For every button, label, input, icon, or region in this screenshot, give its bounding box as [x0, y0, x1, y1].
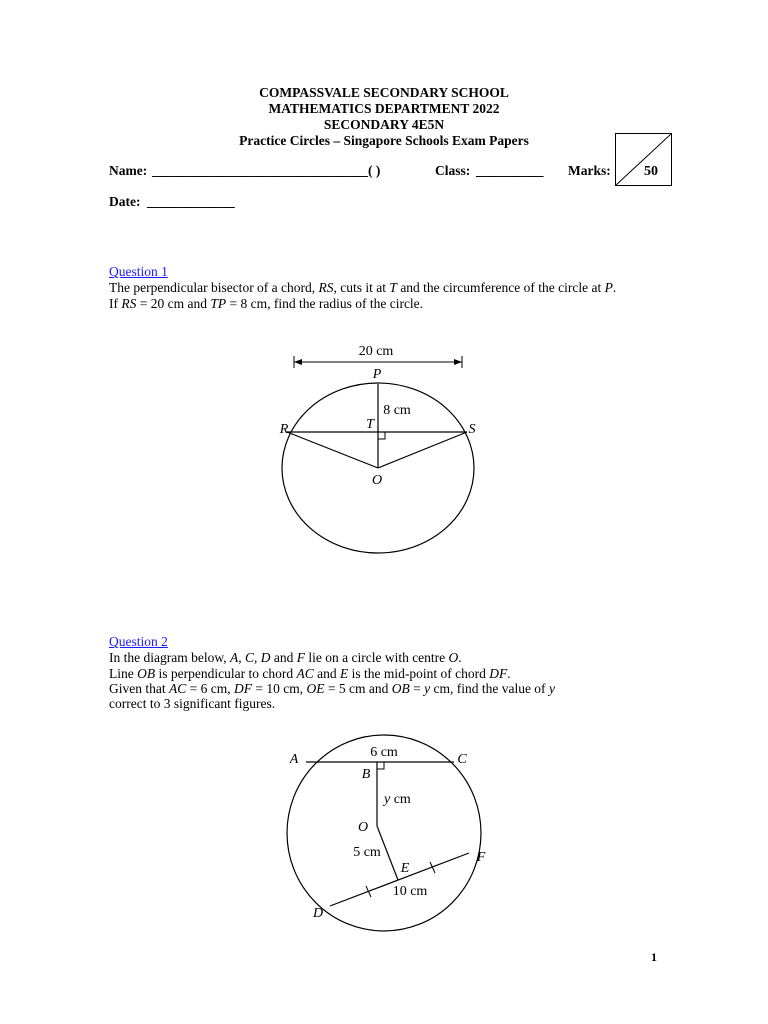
department-name: MATHEMATICS DEPARTMENT 2022	[268, 101, 500, 116]
text-run: y	[548, 681, 555, 696]
text-run: .	[458, 650, 462, 665]
df-length-label: 10 cm	[392, 884, 428, 899]
text-run: AC	[169, 681, 187, 696]
tp-length-label: 8 cm	[383, 403, 411, 418]
text-run: and	[313, 666, 340, 681]
text-run: y	[424, 681, 431, 696]
marks-value: 50	[644, 164, 658, 179]
point-o-label: O	[357, 820, 369, 835]
text-run: = 20 cm and	[136, 296, 211, 311]
ob-length-label	[382, 792, 411, 807]
text-run: TP	[210, 296, 227, 311]
text-run: .	[612, 280, 617, 295]
text-run: .	[507, 666, 511, 681]
text-run: and the circumference of the circle at	[396, 280, 605, 295]
class-level: SECONDARY 4E5N	[323, 117, 445, 132]
text-run: Line	[109, 666, 138, 681]
point-b-label: B	[361, 767, 371, 782]
oe-length-label: 5 cm	[353, 845, 381, 860]
text-run: DF	[234, 681, 252, 696]
text-run: DF	[489, 666, 508, 681]
text-run: cm, find the value of	[430, 681, 549, 696]
ob-length-unit: cm	[390, 792, 411, 807]
right-angle-mark-b	[377, 762, 384, 769]
name-field[interactable]: ________________________________( )	[152, 163, 381, 178]
text-run: , cuts it at	[333, 280, 390, 295]
point-o-label: O	[371, 473, 383, 488]
text-run: OB	[137, 666, 156, 681]
class-label: Class:	[435, 163, 471, 178]
point-f-label: F	[476, 850, 486, 865]
point-t-label: T	[366, 417, 374, 432]
text-run: RS	[121, 296, 137, 311]
text-run: is the mid-point of chord	[348, 666, 490, 681]
text-run: P	[604, 280, 613, 295]
school-name: COMPASSVALE SECONDARY SCHOOL	[259, 85, 509, 100]
text-run: = 8 cm, find the radius of the circle.	[226, 296, 424, 311]
page-number: 1	[651, 950, 657, 964]
point-p-label: P	[372, 367, 382, 382]
text-run: = 5 cm and	[324, 681, 392, 696]
question-1-link[interactable]: Question 1	[109, 264, 168, 279]
text-run: In the diagram below,	[109, 650, 230, 665]
text-run: T	[389, 280, 397, 295]
text-run: =	[409, 681, 425, 696]
text-run: O	[448, 650, 459, 665]
text-run: ,	[238, 650, 245, 665]
text-run: AC	[296, 666, 314, 681]
text-run: D	[260, 650, 271, 665]
class-field[interactable]: __________	[476, 163, 544, 178]
text-run: The perpendicular bisector of a chord,	[109, 280, 319, 295]
text-run: is perpendicular to chord	[155, 666, 297, 681]
ob-length-var: y	[384, 792, 391, 807]
text-run: C	[244, 650, 254, 665]
point-a-label: A	[289, 752, 299, 767]
text-run: F	[296, 650, 305, 665]
text-run: If	[109, 296, 122, 311]
text-run: = 6 cm,	[186, 681, 234, 696]
text-run: correct to 3 significant figures.	[109, 696, 276, 711]
date-field[interactable]: _____________	[147, 194, 235, 209]
date-label: Date:	[109, 194, 141, 209]
point-c-label: C	[457, 752, 467, 767]
text-run: ,	[253, 650, 261, 665]
text-run: and	[270, 650, 297, 665]
paper-title: Practice Circles – Singapore Schools Exam Papers	[239, 133, 529, 148]
question-2-link[interactable]: Question 2	[109, 634, 168, 649]
text-run: OB	[391, 681, 410, 696]
text-run: OE	[306, 681, 325, 696]
rs-length-label: 20 cm	[358, 344, 394, 359]
text-run: lie on a circle with centre	[304, 650, 449, 665]
text-run: = 10 cm,	[252, 681, 307, 696]
point-s-label: S	[468, 422, 476, 437]
name-label: Name:	[109, 163, 148, 178]
text-run: A	[229, 650, 239, 665]
point-r-label: R	[279, 422, 289, 437]
text-run: Given that	[109, 681, 169, 696]
text-run: RS	[318, 280, 334, 295]
ac-length-label: 6 cm	[370, 745, 398, 760]
text-run: E	[339, 666, 349, 681]
marks-label: Marks:	[568, 163, 611, 178]
point-d-label: D	[312, 906, 324, 921]
point-e-label: E	[400, 861, 410, 876]
